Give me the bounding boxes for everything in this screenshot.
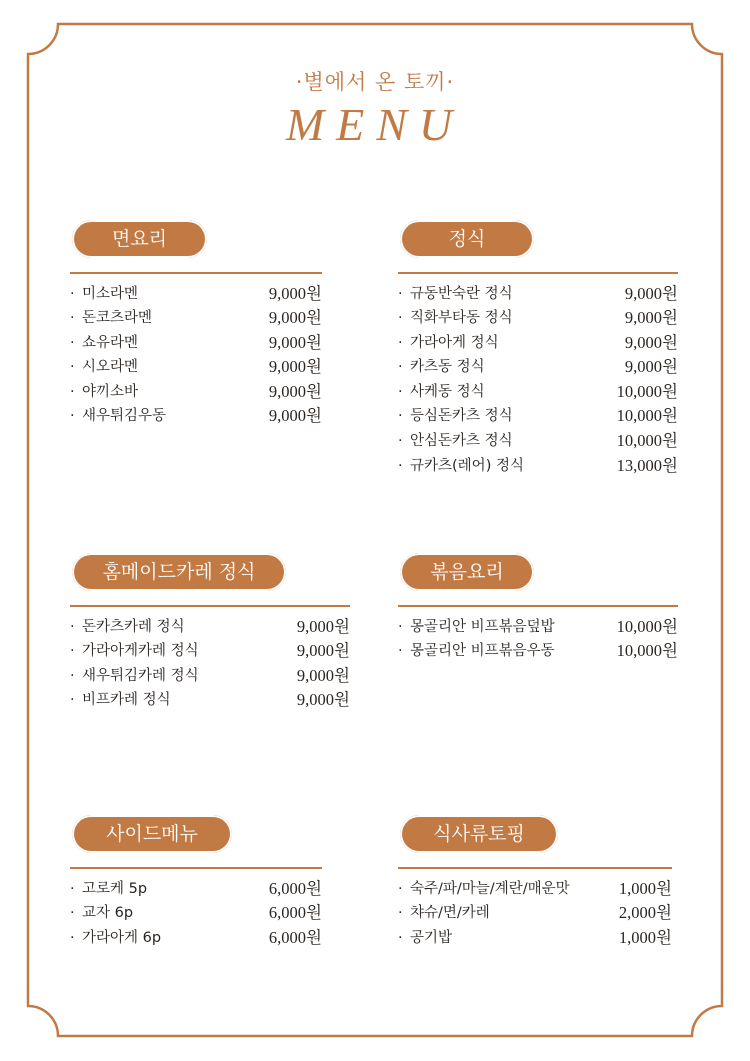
section-curry bbox=[70, 553, 350, 713]
menu-item bbox=[398, 901, 672, 926]
menu-item bbox=[70, 877, 322, 902]
menu-item-name: · 가라아게 6p bbox=[70, 926, 161, 951]
section-divider bbox=[398, 272, 678, 274]
menu-item bbox=[398, 380, 678, 405]
menu-item bbox=[70, 639, 350, 664]
section-divider bbox=[70, 272, 322, 274]
menu-item bbox=[398, 877, 672, 902]
menu-item-name: · 돈카츠카레 정식 bbox=[70, 615, 185, 640]
menu-item bbox=[398, 282, 678, 307]
section-noodles bbox=[70, 220, 322, 429]
menu-item bbox=[70, 615, 350, 640]
section-set-meals bbox=[398, 220, 678, 478]
menu-item-price: 10,000원 bbox=[616, 641, 678, 661]
menu-item-price: 9,000원 bbox=[268, 381, 322, 401]
section-divider bbox=[398, 605, 678, 607]
section-divider bbox=[70, 605, 350, 607]
menu-item-name: · 사케동 정식 bbox=[398, 380, 485, 405]
section-title-sides: 사이드메뉴 bbox=[72, 815, 232, 853]
section-toppings bbox=[398, 815, 672, 950]
menu-item-price: 10,000원 bbox=[616, 406, 678, 426]
section-stir-fry bbox=[398, 553, 678, 664]
menu-item bbox=[398, 355, 678, 380]
menu-item-price: 9,000원 bbox=[268, 406, 322, 426]
menu-title: MENU bbox=[285, 99, 465, 150]
menu-item-price: 2,000원 bbox=[618, 903, 672, 923]
menu-item-price: 9,000원 bbox=[268, 332, 322, 352]
menu-item-price: 9,000원 bbox=[296, 641, 350, 661]
menu-item bbox=[398, 926, 672, 951]
menu-item-name: · 공기밥 bbox=[398, 926, 452, 951]
section-title-noodles: 면요리 bbox=[72, 220, 207, 258]
menu-item bbox=[398, 331, 678, 356]
menu-item-price: 9,000원 bbox=[268, 357, 322, 377]
menu-item-price: 9,000원 bbox=[296, 665, 350, 685]
menu-item-name: · 새우튀김카레 정식 bbox=[70, 664, 199, 689]
menu-item bbox=[70, 926, 322, 951]
section-divider bbox=[70, 867, 322, 869]
menu-list-noodles bbox=[70, 282, 322, 430]
menu-item-price: 9,000원 bbox=[624, 357, 678, 377]
menu-item-name: · 새우튀김우동 bbox=[70, 404, 166, 429]
menu-item-name: · 등심돈카츠 정식 bbox=[398, 404, 513, 429]
menu-item-name: · 비프카레 정식 bbox=[70, 688, 171, 713]
menu-item-name: · 가라아게 정식 bbox=[398, 331, 499, 356]
menu-item-name: · 돈코츠라멘 bbox=[70, 306, 152, 331]
menu-item-name: · 규동반숙란 정식 bbox=[398, 282, 513, 307]
menu-item-name: · 숙주/파/마늘/계란/매운맛 bbox=[398, 877, 570, 902]
menu-item bbox=[70, 688, 350, 713]
menu-item-name: · 가라아게카레 정식 bbox=[70, 639, 199, 664]
menu-item-name: · 몽골리안 비프볶음덮밥 bbox=[398, 615, 555, 640]
menu-item bbox=[398, 429, 678, 454]
menu-item bbox=[70, 380, 322, 405]
menu-item-price: 9,000원 bbox=[296, 690, 350, 710]
menu-item-price: 6,000원 bbox=[268, 927, 322, 947]
menu-item-name: · 몽골리안 비프볶음우동 bbox=[398, 639, 555, 664]
menu-item bbox=[398, 454, 678, 479]
menu-item-name: · 직화부타동 정식 bbox=[398, 306, 513, 331]
section-title-toppings: 식사류토핑 bbox=[400, 815, 558, 853]
section-title-set-meals: 정식 bbox=[400, 220, 534, 258]
menu-item bbox=[70, 664, 350, 689]
menu-item-name: · 교자 6p bbox=[70, 901, 133, 926]
menu-item-name: · 안심돈카츠 정식 bbox=[398, 429, 513, 454]
menu-item-price: 6,000원 bbox=[268, 878, 322, 898]
menu-item bbox=[70, 901, 322, 926]
restaurant-name: ·별에서 온 토끼· bbox=[295, 70, 455, 94]
menu-item bbox=[398, 306, 678, 331]
menu-list-toppings bbox=[398, 877, 672, 951]
menu-item-name: · 시오라멘 bbox=[70, 355, 138, 380]
menu-list-sides bbox=[70, 877, 322, 951]
menu-list-stir-fry bbox=[398, 615, 678, 664]
menu-item-name: · 규카츠(레어) 정식 bbox=[398, 454, 524, 479]
menu-item-name: · 야끼소바 bbox=[70, 380, 138, 405]
menu-item-price: 9,000원 bbox=[624, 332, 678, 352]
section-divider bbox=[398, 867, 672, 869]
menu-item-price: 13,000원 bbox=[616, 455, 678, 475]
menu-item-name: · 미소라멘 bbox=[70, 282, 138, 307]
menu-item bbox=[70, 282, 322, 307]
menu-item-price: 9,000원 bbox=[624, 283, 678, 303]
menu-item-price: 9,000원 bbox=[268, 283, 322, 303]
menu-item-price: 10,000원 bbox=[616, 381, 678, 401]
menu-item-price: 10,000원 bbox=[616, 616, 678, 636]
menu-item-price: 6,000원 bbox=[268, 903, 322, 923]
menu-item-price: 9,000원 bbox=[624, 308, 678, 328]
menu-item-price: 1,000원 bbox=[618, 878, 672, 898]
section-title-curry: 홈메이드카레 정식 bbox=[72, 553, 286, 591]
menu-item-name: · 카츠동 정식 bbox=[398, 355, 485, 380]
menu-list-curry bbox=[70, 615, 350, 713]
menu-item bbox=[70, 331, 322, 356]
menu-item-name: · 챠슈/면/카레 bbox=[398, 901, 490, 926]
menu-item-name: · 고로케 5p bbox=[70, 877, 147, 902]
menu-item bbox=[70, 404, 322, 429]
menu-item bbox=[70, 355, 322, 380]
menu-item bbox=[70, 306, 322, 331]
menu-item-name: · 쇼유라멘 bbox=[70, 331, 138, 356]
section-title-stir-fry: 볶음요리 bbox=[400, 553, 534, 591]
menu-item bbox=[398, 404, 678, 429]
menu-item-price: 9,000원 bbox=[296, 616, 350, 636]
menu-item-price: 10,000원 bbox=[616, 431, 678, 451]
menu-list-set-meals bbox=[398, 282, 678, 479]
section-sides bbox=[70, 815, 322, 950]
menu-item bbox=[398, 615, 678, 640]
menu-item-price: 1,000원 bbox=[618, 927, 672, 947]
menu-item-price: 9,000원 bbox=[268, 308, 322, 328]
menu-item bbox=[398, 639, 678, 664]
